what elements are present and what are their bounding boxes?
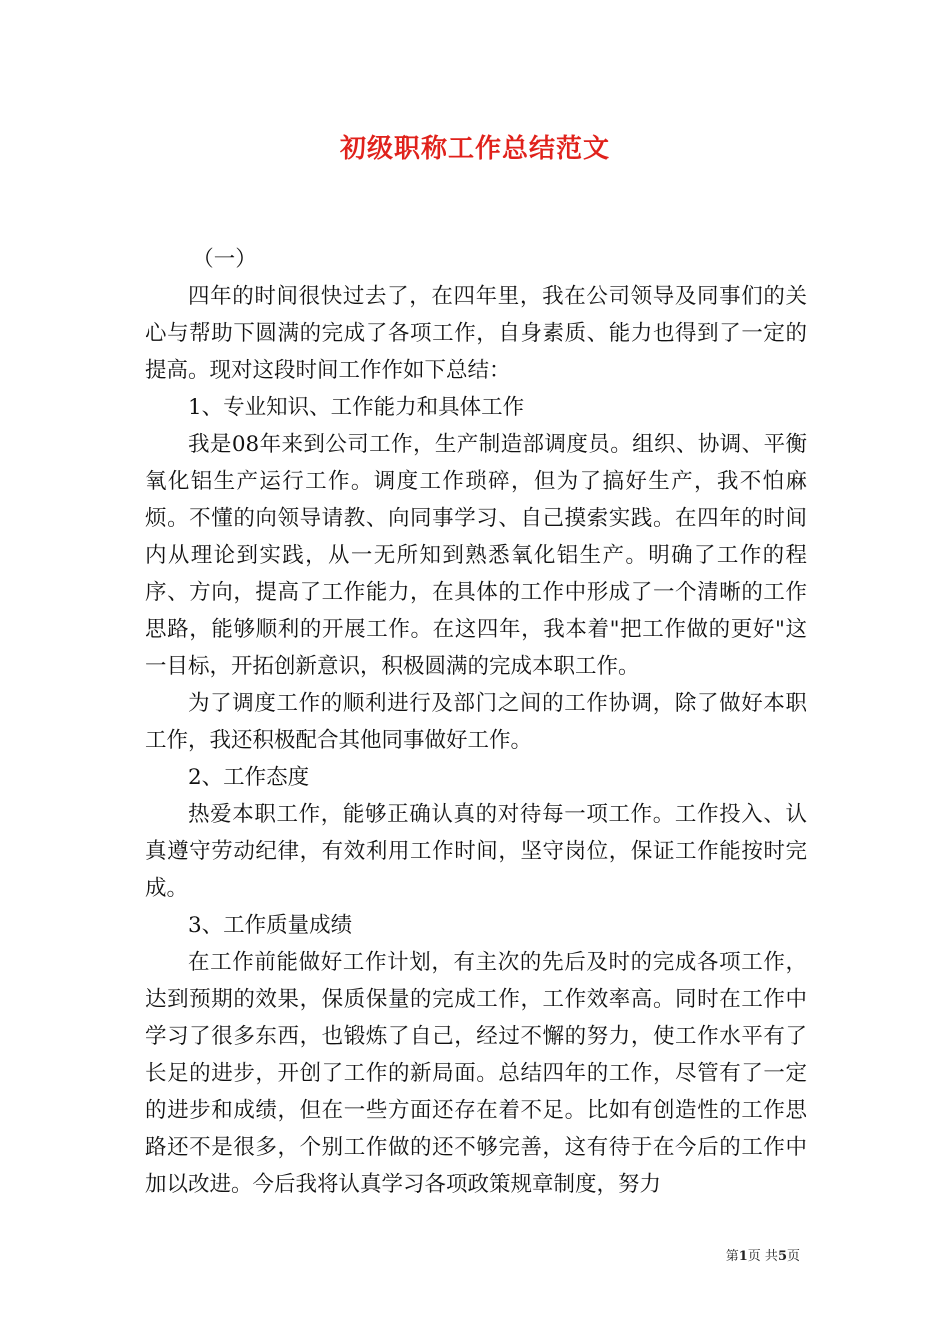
section-marker: （一）	[192, 247, 257, 272]
footer-suffix: 页	[786, 1249, 800, 1264]
paragraph: 在工作前能做好工作计划，有主次的先后及时的完成各项工作，达到预期的效果，保质保量的完成工作，工作效率高。同时在工作中学习了很多东西，也锻炼了自己，经过不懈的努力，使工作水平有了长足的进步，开创了工作的新局面。总结四年的工作，尽管有了一定的进步和成绩，但在一些方面还存在着不足。比如有创造性的工作思路还不是很多，个别工作做的还不够完善，这有待于在今后的工作中加以改进。今后我将认真学习各项政策规章制度，努力	[145, 950, 807, 1197]
footer-middle: 页 共	[747, 1249, 778, 1264]
section-heading: 1、专业知识、工作能力和具体工作	[188, 395, 525, 420]
paragraph: 为了调度工作的顺利进行及部门之间的工作协调，除了做好本职工作，我还积极配合其他同事做好工作。	[145, 691, 807, 753]
footer-total-pages: 5	[777, 1249, 787, 1264]
footer-prefix: 第	[725, 1249, 739, 1264]
document-title: 初级职称工作总结范文	[339, 134, 610, 164]
paragraph: 热爱本职工作，能够正确认真的对待每一项工作。工作投入、认真遵守劳动纪律，有效利用工作时间，坚守岗位，保证工作能按时完成。	[145, 802, 807, 901]
paragraph: 我是08年来到公司工作，生产制造部调度员。组织、协调、平衡氧化铝生产运行工作。调度工作琐碎，但为了搞好生产，我不怕麻烦。不懂的向领导请教、向同事学习、自己摸索实践。在四年的时间内从理论到实践，从一无所知到熟悉氧化铝生产。明确了工作的程序、方向，提高了工作能力，在具体的工作中形成了一个清晰的工作思路，能够顺利的开展工作。在这四年，我本着"把工作做的更好"这一目标，开拓创新意识，积极圆满的完成本职工作。	[145, 432, 807, 679]
section-heading: 3、工作质量成绩	[188, 913, 353, 938]
section-heading: 2、工作态度	[188, 765, 310, 790]
paragraph: 四年的时间很快过去了，在四年里，我在公司领导及同事们的关心与帮助下圆满的完成了各项工作，自身素质、能力也得到了一定的提高。现对这段时间工作作如下总结：	[145, 284, 807, 383]
document-body	[145, 241, 807, 1203]
footer-page-number: 1	[738, 1249, 748, 1264]
page-number-footer	[726, 1245, 800, 1264]
